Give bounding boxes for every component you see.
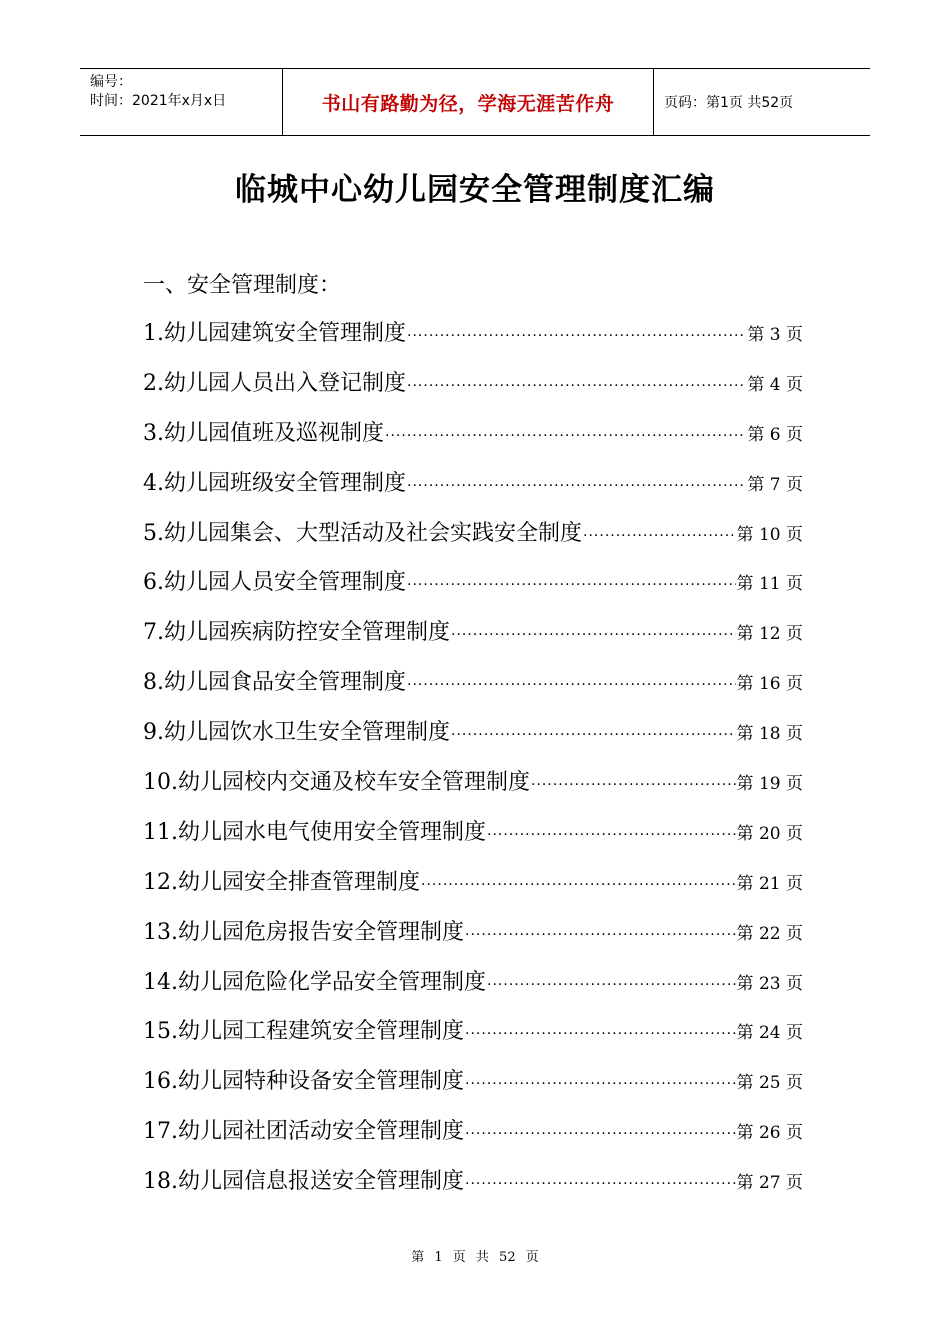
page-footer: 第 1 页 共 52 页 — [411, 1250, 539, 1265]
toc-entry-number: 9. — [143, 720, 164, 746]
toc-leader-dots — [465, 1176, 736, 1192]
toc-entry[interactable] — [143, 316, 813, 366]
toc-entry-page: 第 19 页 — [736, 774, 803, 795]
toc-entry-number: 16. — [143, 1069, 178, 1095]
header-page-text: 页码：第1页 共52页 — [664, 95, 794, 111]
page-header — [80, 68, 870, 136]
toc-entry-number: 6. — [143, 570, 164, 596]
toc-leader-dots — [531, 777, 736, 793]
toc-entry-page: 第 10 页 — [736, 524, 803, 545]
toc-entry-page: 第 3 页 — [747, 325, 803, 345]
toc-leader-dots — [487, 977, 736, 993]
header-motto: 书山有路勤为径，学海无涯苦作舟 — [321, 92, 615, 115]
toc-entry[interactable] — [143, 765, 813, 815]
toc-entry-title: 幼儿园特种设备安全管理制度 — [178, 1069, 465, 1095]
toc-entry[interactable] — [143, 466, 813, 516]
toc-entry-number: 1. — [143, 321, 164, 346]
toc-entry[interactable] — [143, 665, 813, 715]
toc-entry[interactable] — [143, 516, 813, 566]
toc-leader-dots — [385, 428, 746, 444]
toc-entry[interactable] — [143, 715, 813, 765]
toc-entry[interactable] — [143, 1114, 813, 1164]
time-label: 时间：2021年x月x日 — [90, 93, 227, 109]
section-heading: 一、安全管理制度： — [143, 273, 342, 298]
toc-entry-page: 第 25 页 — [736, 1073, 803, 1094]
toc-entry-title: 幼儿园值班及巡视制度 — [164, 420, 385, 446]
toc-entry-title: 幼儿园班级安全管理制度 — [164, 470, 407, 496]
toc-entry-title: 幼儿园信息报送安全管理制度 — [178, 1169, 465, 1195]
toc-entry[interactable] — [143, 965, 813, 1015]
toc-leader-dots — [407, 478, 746, 494]
toc-entry[interactable] — [143, 565, 813, 615]
toc-entry-number: 13. — [143, 919, 178, 945]
toc-entry[interactable] — [143, 915, 813, 965]
toc-entry[interactable] — [143, 865, 813, 915]
document-title: 临城中心幼儿园安全管理制度汇编 — [235, 172, 715, 208]
toc-entry-number: 17. — [143, 1119, 178, 1145]
toc-entry-page: 第 16 页 — [736, 674, 803, 695]
toc-entry[interactable] — [143, 1014, 813, 1064]
toc-entry-page: 第 20 页 — [736, 823, 803, 844]
toc-entry-number: 5. — [143, 520, 164, 546]
table-of-contents — [143, 316, 813, 1214]
toc-entry-number: 3. — [143, 420, 164, 446]
toc-entry-title: 幼儿园水电气使用安全管理制度 — [178, 819, 487, 845]
toc-entry-page: 第 23 页 — [736, 973, 803, 994]
toc-entry[interactable] — [143, 416, 813, 466]
toc-entry-number: 7. — [143, 620, 164, 646]
toc-entry-title: 幼儿园饮水卫生安全管理制度 — [164, 720, 451, 746]
toc-entry-page: 第 7 页 — [747, 474, 803, 495]
header-meta — [80, 69, 282, 135]
toc-entry-page: 第 4 页 — [747, 374, 803, 395]
toc-entry-number: 18. — [143, 1169, 178, 1195]
toc-leader-dots — [407, 577, 736, 593]
toc-leader-dots — [407, 677, 736, 693]
toc-entry-number: 15. — [143, 1019, 178, 1045]
toc-entry-page: 第 18 页 — [736, 724, 803, 745]
toc-entry-number: 2. — [143, 370, 164, 396]
toc-entry-page: 第 12 页 — [736, 624, 803, 645]
toc-leader-dots — [465, 1126, 736, 1142]
toc-entry-number: 8. — [143, 670, 164, 696]
toc-entry-title: 幼儿园危险化学品安全管理制度 — [178, 969, 487, 995]
toc-entry-title: 幼儿园建筑安全管理制度 — [164, 321, 407, 346]
header-motto-cell — [282, 69, 654, 135]
toc-entry-title: 幼儿园校内交通及校车安全管理制度 — [178, 770, 531, 796]
toc-entry-number: 14. — [143, 969, 178, 995]
toc-entry-number: 10. — [143, 770, 178, 796]
toc-leader-dots — [451, 627, 736, 643]
toc-entry[interactable] — [143, 1064, 813, 1114]
toc-entry-page: 第 6 页 — [747, 424, 803, 445]
toc-leader-dots — [451, 727, 736, 743]
toc-leader-dots — [465, 927, 736, 943]
toc-leader-dots — [407, 328, 746, 344]
toc-leader-dots — [465, 1076, 736, 1092]
toc-leader-dots — [465, 1026, 736, 1042]
toc-entry-title: 幼儿园社团活动安全管理制度 — [178, 1119, 465, 1145]
toc-entry-number: 4. — [143, 470, 164, 496]
toc-entry-title: 幼儿园食品安全管理制度 — [164, 670, 407, 696]
toc-entry-title: 幼儿园危房报告安全管理制度 — [178, 919, 465, 945]
number-label: 编号： — [90, 74, 132, 90]
toc-entry-title: 幼儿园人员安全管理制度 — [164, 570, 407, 596]
toc-entry-page: 第 21 页 — [736, 873, 803, 894]
toc-entry-number: 12. — [143, 869, 178, 895]
toc-entry-page: 第 24 页 — [736, 1023, 803, 1044]
toc-entry[interactable] — [143, 815, 813, 865]
toc-entry[interactable] — [143, 615, 813, 665]
toc-entry-title: 幼儿园工程建筑安全管理制度 — [178, 1019, 465, 1045]
header-page-info — [654, 69, 870, 135]
toc-entry-page: 第 26 页 — [736, 1123, 803, 1144]
toc-entry[interactable] — [143, 1164, 813, 1214]
toc-leader-dots — [421, 877, 736, 893]
toc-entry-title: 幼儿园疾病防控安全管理制度 — [164, 620, 451, 646]
toc-entry-page: 第 22 页 — [736, 923, 803, 944]
toc-leader-dots — [583, 528, 736, 544]
toc-entry-page: 第 27 页 — [736, 1173, 803, 1194]
toc-entry[interactable] — [143, 366, 813, 416]
toc-entry-title: 幼儿园安全排查管理制度 — [178, 869, 421, 895]
toc-entry-title: 幼儿园集会、大型活动及社会实践安全制度 — [164, 520, 583, 546]
toc-entry-title: 幼儿园人员出入登记制度 — [164, 370, 407, 396]
toc-leader-dots — [407, 378, 746, 394]
toc-entry-number: 11. — [143, 819, 178, 845]
toc-leader-dots — [487, 827, 736, 843]
toc-entry-page: 第 11 页 — [736, 574, 803, 595]
